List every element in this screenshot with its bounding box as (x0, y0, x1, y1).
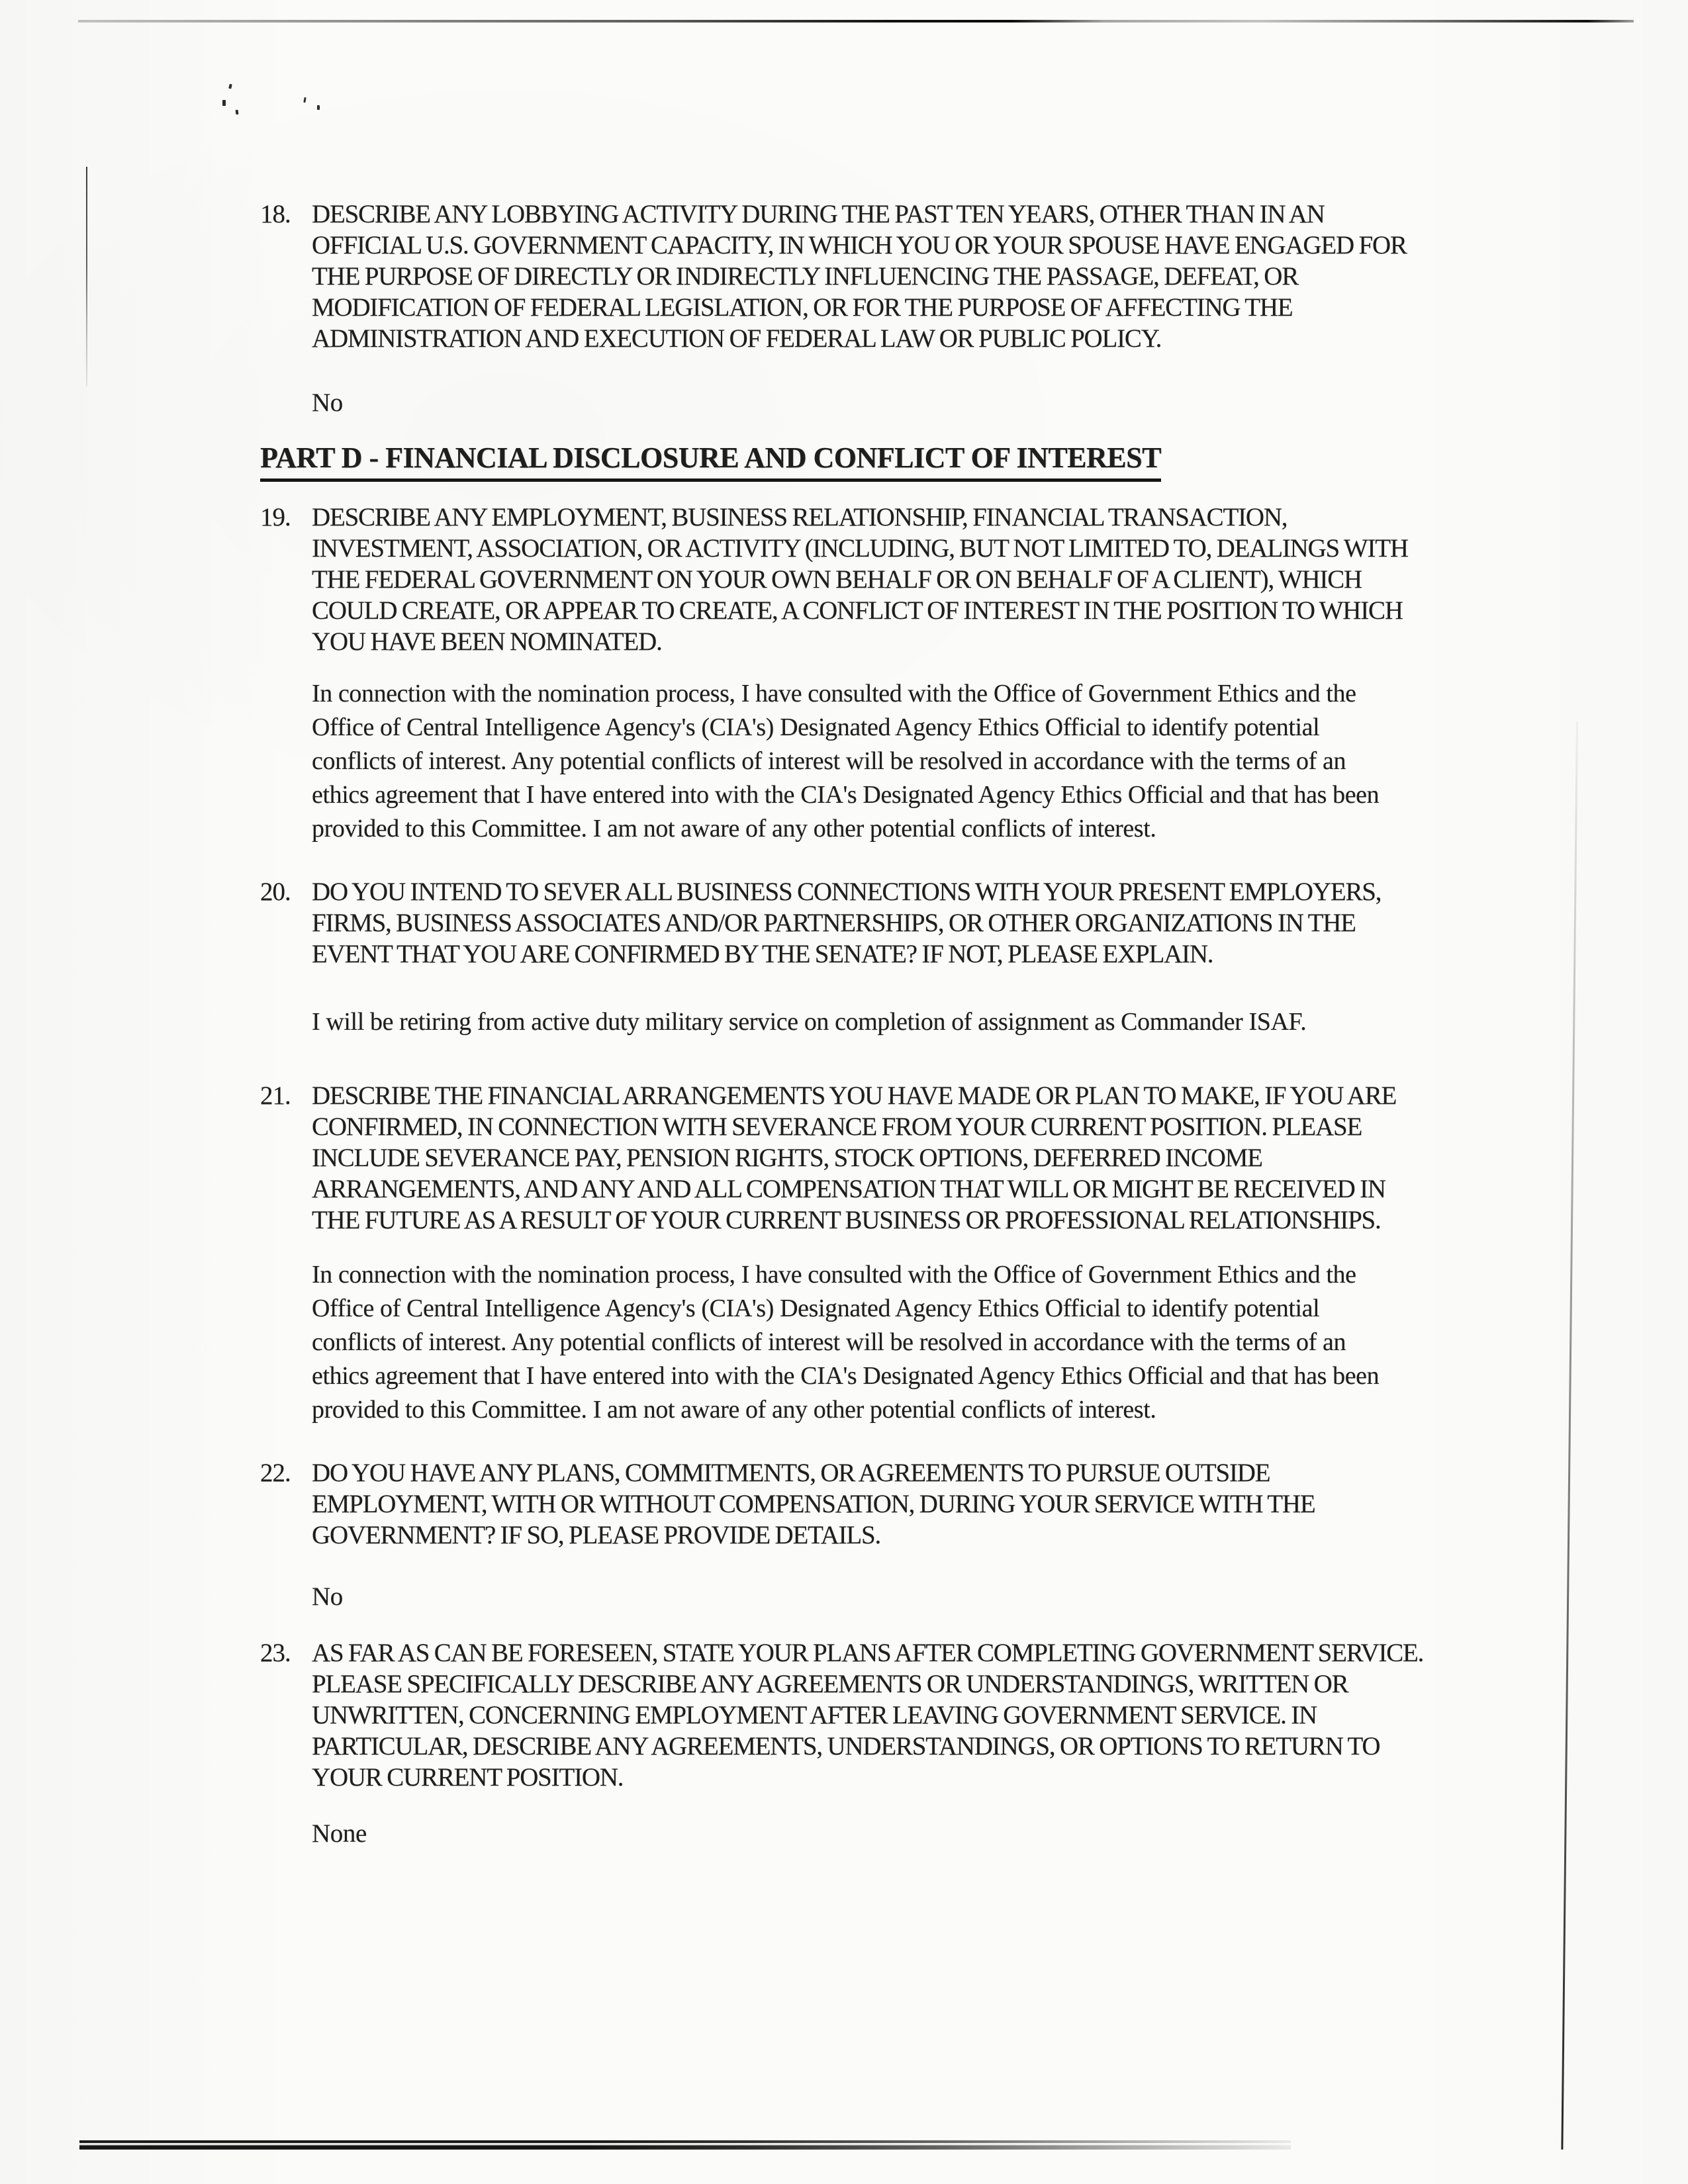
question-text: DESCRIBE THE FINANCIAL ARRANGEMENTS YOU HAVE MADE OR PLAN TO MAKE, IF YOU ARE CONFIRMED, IN CONNECTION WITH SEVERANCE FROM YOUR CURRENT POSITION. PLEASE INCLUDE SEVERANCE PAY, PENSION RIGHTS, STOCK OPTIONS, DEFERRED INCOME ARRANGEMENTS, AND ANY AND ALL COMPENSATION THAT WILL OR MIGHT BE RECEIVED IN THE FUTURE AS A RESULT OF YOUR CURRENT BUSINESS OR PROFESSIONAL RELATIONSHIPS. (312, 1081, 1397, 1234)
question-item-23 (260, 1637, 1438, 1849)
ink-speck (303, 97, 306, 103)
question-number: 20. (260, 878, 291, 906)
ink-speck (317, 105, 320, 110)
answer-text: In connection with the nomination process, I have consulted with the Office of Government Ethics and the Office of Central Intelligence Agency's (CIA's) Designated Agency Ethics Official to identify potential conflicts of interest. Any potential conflicts of interest will be resolved in accordance with the terms of an ethics agreement that I have entered into with the CIA's Designated Agency Ethics Official and that has been provided to this Committee. I am not aware of any other potential conflicts of interest. (312, 680, 1380, 842)
question-item-18 (260, 199, 1438, 418)
question-text: DESCRIBE ANY EMPLOYMENT, BUSINESS RELATIONSHIP, FINANCIAL TRANSACTION, INVESTMENT, ASSOCIATION, OR ACTIVITY (INCLUDING, BUT NOT LIMITED TO, DEALINGS WITH THE FEDERAL GOVERNMENT ON YOUR OWN BEHALF OR ON BEHALF OF A CLIENT), WHICH COULD CREATE, OR APPEAR TO CREATE, A CONFLICT OF INTEREST IN THE POSITION TO WHICH YOU HAVE BEEN NOMINATED. (312, 503, 1408, 656)
ink-speck (236, 110, 239, 114)
question-item-21 (260, 1080, 1438, 1427)
question-item-22 (260, 1457, 1438, 1612)
question-number: 22. (260, 1459, 291, 1487)
bottom-scan-artifact-bar (79, 2140, 1291, 2150)
question-text: DO YOU INTEND TO SEVER ALL BUSINESS CONNECTIONS WITH YOUR PRESENT EMPLOYERS, FIRMS, BUSINESS ASSOCIATES AND/OR PARTNERSHIPS, OR OTHER ORGANIZATIONS IN THE EVENT THAT YOU ARE CONFIRMED BY THE SENATE? IF NOT, PLEASE EXPLAIN. (312, 878, 1382, 968)
answer-text: No (312, 388, 343, 417)
section-heading (260, 441, 1438, 482)
question-number: 18. (260, 200, 291, 228)
answer-text: In connection with the nomination process, I have consulted with the Office of Government Ethics and the Office of Central Intelligence Agency's (CIA's) Designated Agency Ethics Official to identify potential conflicts of interest. Any potential conflicts of interest will be resolved in accordance with the terms of an ethics agreement that I have entered into with the CIA's Designated Agency Ethics Official and that has been provided to this Committee. I am not aware of any other potential conflicts of interest. (312, 1261, 1380, 1424)
answer-text: None (312, 1819, 367, 1848)
answer-text: No (312, 1582, 343, 1611)
questionnaire-content (260, 199, 1438, 1849)
question-number: 19. (260, 503, 291, 531)
question-item-19 (260, 502, 1438, 846)
answer-text: I will be retiring from active duty military service on completion of assignment as Commander ISAF. (312, 1008, 1307, 1036)
top-scan-artifact-line (78, 20, 1634, 23)
question-item-20 (260, 876, 1438, 1039)
question-text: AS FAR AS CAN BE FORESEEN, STATE YOUR PLANS AFTER COMPLETING GOVERNMENT SERVICE. PLEASE SPECIFICALLY DESCRIBE ANY AGREEMENTS OR UNDERSTANDINGS, WRITTEN OR UNWRITTEN, CONCERNING EMPLOYMENT AFTER LEAVING GOVERNMENT SERVICE. IN PARTICULAR, DESCRIBE ANY AGREEMENTS, UNDERSTANDINGS, OR OPTIONS TO RETURN TO YOUR CURRENT POSITION. (312, 1639, 1424, 1792)
right-scan-artifact-line (1561, 721, 1578, 2150)
ink-speck (222, 100, 226, 106)
question-number: 21. (260, 1081, 291, 1110)
question-number: 23. (260, 1639, 291, 1667)
section-heading-text: PART D - FINANCIAL DISCLOSURE AND CONFLICT OF INTEREST (260, 441, 1161, 482)
ink-speck (228, 84, 232, 89)
question-text: DESCRIBE ANY LOBBYING ACTIVITY DURING THE PAST TEN YEARS, OTHER THAN IN AN OFFICIAL U.S. GOVERNMENT CAPACITY, IN WHICH YOU OR YOUR SPOUSE HAVE ENGAGED FOR THE PURPOSE OF DIRECTLY OR INDIRECTLY INFLUENCING THE PASSAGE, DEFEAT, OR MODIFICATION OF FEDERAL LEGISLATION, OR FOR THE PURPOSE OF AFFECTING THE ADMINISTRATION AND EXECUTION OF FEDERAL LAW OR PUBLIC POLICY. (312, 200, 1407, 353)
left-scan-artifact-line (86, 167, 87, 387)
question-text: DO YOU HAVE ANY PLANS, COMMITMENTS, OR AGREEMENTS TO PURSUE OUTSIDE EMPLOYMENT, WITH OR WITHOUT COMPENSATION, DURING YOUR SERVICE WITH THE GOVERNMENT? IF SO, PLEASE PROVIDE DETAILS. (312, 1459, 1315, 1549)
